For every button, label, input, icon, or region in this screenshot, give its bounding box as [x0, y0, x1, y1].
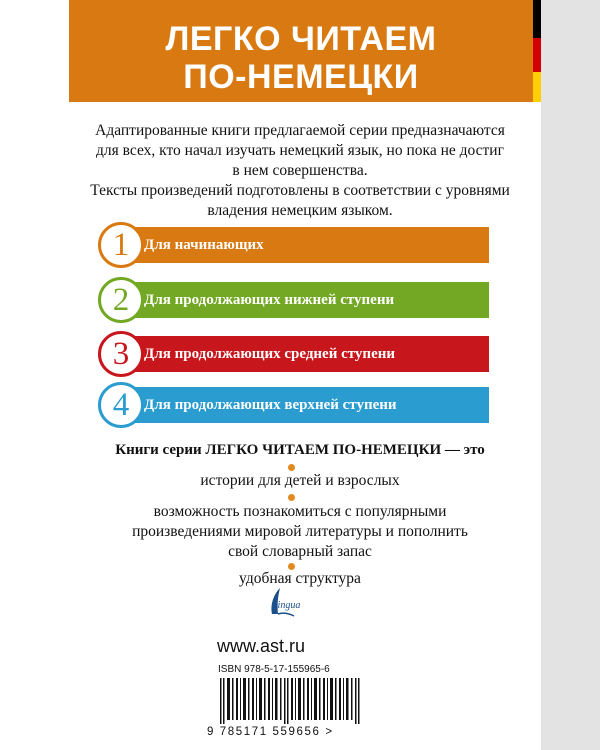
level-2-badge: 2: [98, 277, 144, 323]
intro-line-3: в нем совершенства.: [232, 162, 368, 179]
bullet-dot-icon: [288, 494, 295, 501]
series-title-line2: ПО-НЕМЕЦКИ: [183, 58, 419, 96]
level-3-bar: [130, 336, 489, 372]
level-3-label: Для продолжающих средней ступени: [144, 346, 396, 362]
barcode-icon: [218, 678, 368, 724]
level-4-bar: [130, 387, 489, 423]
feature-item-3: удобная структура: [239, 570, 361, 587]
publisher-url: www.ast.ru: [217, 636, 306, 656]
bullet-dot-icon: [288, 464, 295, 471]
level-3-badge: 3: [98, 331, 144, 377]
feature-item-1: истории для детей и взрослых: [200, 472, 400, 489]
series-title-line1: ЛЕГКО ЧИТАЕМ: [165, 20, 437, 58]
feature-item-2-line-3: свой словарный запас: [228, 543, 372, 560]
level-2-bar: [130, 282, 489, 318]
level-1-bar: [130, 227, 489, 263]
level-1-label: Для начинающих: [144, 237, 264, 253]
flag-stripe-black: [533, 0, 541, 38]
features-title: Книги серии ЛЕГКО ЧИТАЕМ ПО-НЕМЕЦКИ — это: [115, 442, 485, 458]
flag-stripe-gold: [533, 72, 541, 102]
intro-line-5: владения немецким языком.: [207, 202, 393, 219]
feature-item-2-line-1: возможность познакомиться с популярными: [153, 503, 447, 520]
level-4-label: Для продолжающих верхней ступени: [144, 397, 397, 413]
cover-spine-edge: [541, 0, 600, 750]
publisher-logo-text: Lingua: [272, 600, 301, 611]
intro-line-4: Тексты произведений подготовлены в соответствии с уровнями: [90, 182, 510, 199]
level-4-badge: 4: [98, 382, 144, 428]
intro-line-2: для всех, кто начал изучать немецкий язык, но пока не достиг: [96, 142, 504, 159]
level-2-label: Для продолжающих нижней ступени: [144, 292, 395, 308]
intro-line-1: Адаптированные книги предлагаемой серии предназначаются: [95, 122, 505, 139]
barcode-digits: 9 785171 559656 >: [207, 726, 334, 738]
isbn-text: ISBN 978-5-17-155965-6: [218, 664, 330, 675]
level-1-badge: 1: [98, 222, 144, 268]
flag-stripe-red: [533, 38, 541, 72]
feature-item-2-line-2: произведениями мировой литературы и пополнить: [132, 523, 468, 540]
